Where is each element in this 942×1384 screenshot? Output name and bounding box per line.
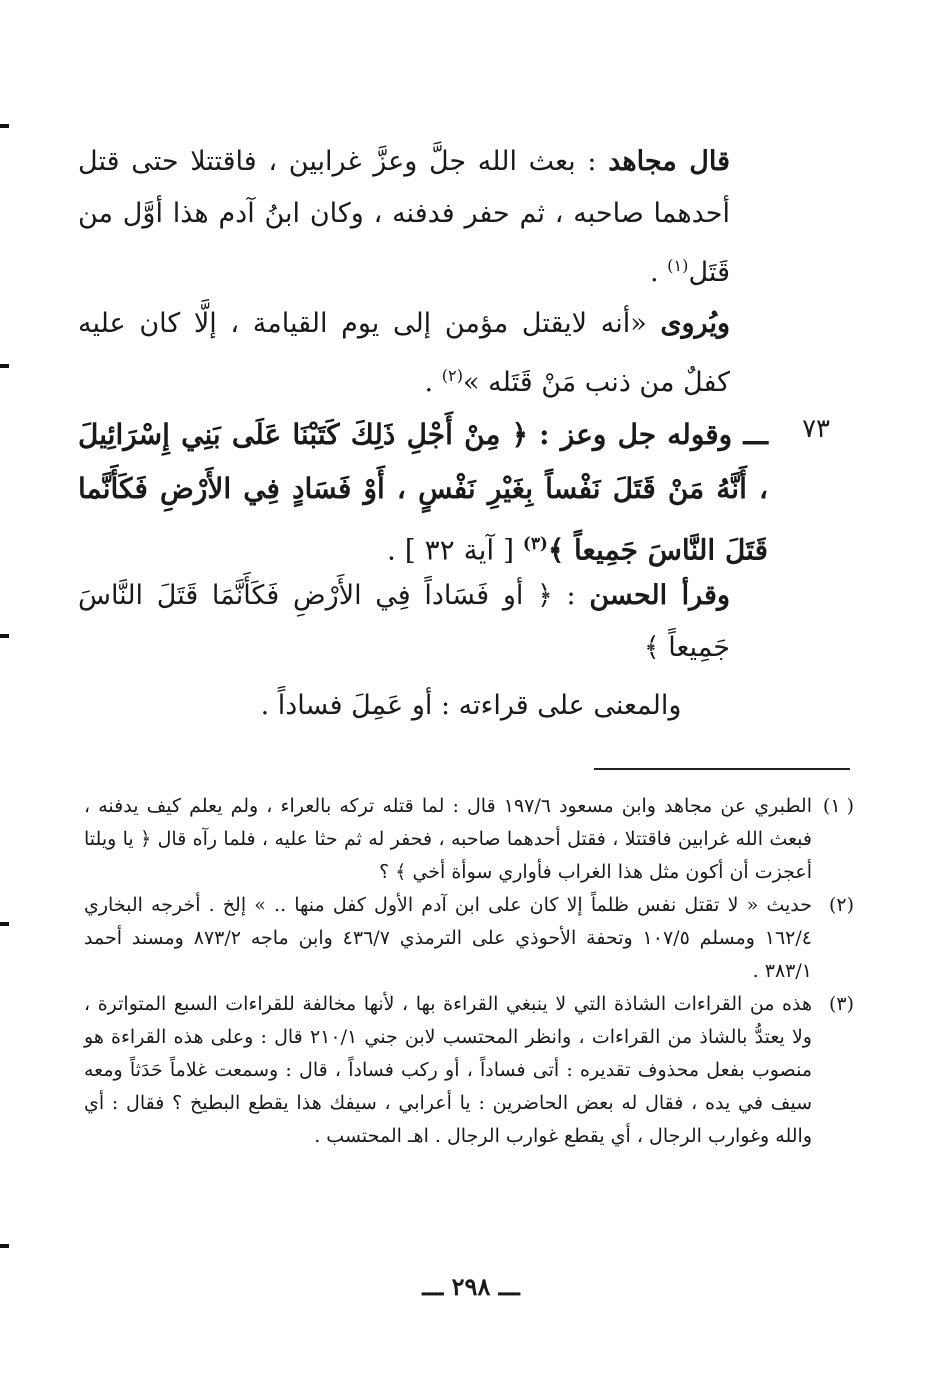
footnote-number: (٢) bbox=[828, 894, 854, 916]
speaker-lead: وقرأ الحسن bbox=[589, 580, 730, 611]
page-number: ـــ ٢٩٨ ـــ bbox=[422, 1272, 520, 1301]
paragraph-hasan bbox=[78, 570, 730, 674]
verse-text: ـــ وقوله جل وعز : ﴿ مِنْ أَجْلِ ذَلِكَ كَتَبْنَا عَلَى بَنِي إِسْرَائِيلَ ، أَنَّهُ مَنْ قَتَلَ نَفْساً بِغَيْرِ نَفْسٍ ، أَوْ فَسَادٍ فِي الأَرْضِ فَكَأَنَّما قَتَلَ النَّاسَ جَمِيعاً ﴾ bbox=[78, 418, 768, 567]
footnote-1 bbox=[84, 790, 854, 889]
paragraph-mujahid bbox=[78, 136, 730, 299]
punctuation: . bbox=[649, 257, 668, 288]
verse-paragraph bbox=[78, 408, 768, 577]
footnote-text: هذه من القراءات الشاذة التي لا ينبغي القراءة بها ، لأنها مخالفة للقراءات السبع المتواترة ، ولا يعتدُّ بالشاذ من القراءات ، وانظر المحتسب لابن جني ٢١٠/١ قال : وعلى هذه القراءة هو منصوب بفعل محذوف تقديره : أتى فساداً ، أو ركب فساداً ، قال : وسمعت غلاماً حَدَثاً ومعه سيف في يده ، فقال له بعض الحاضرين : يا أعرابي ، سيفك هذا يقطع البطيخ ؟ فقال : أي والله وغوارب الرجال ، أي يقطع غوارب الرجال . اهـ المحتسب . bbox=[84, 993, 812, 1147]
scan-mark bbox=[0, 634, 9, 638]
paragraph-text: : ﴿ أو فَسَاداً فِي الأَرْضِ فَكَأَنَّمَا قَتَلَ النَّاسَ جَمِيعاً ﴾ bbox=[78, 580, 730, 663]
scan-mark bbox=[0, 1244, 9, 1248]
paragraph-text: : بعث الله جلَّ وعزَّ غرابين ، فاقتتلا حتى قتل أحدهما صاحبه ، ثم حفر فدفنه ، وكان ابنُ آدم هذا أوَّل من قَتَل bbox=[78, 146, 730, 288]
footnote-divider bbox=[594, 768, 850, 770]
speaker-lead: ويُروى bbox=[660, 308, 730, 339]
footnote-number: ( ١) bbox=[822, 795, 854, 817]
scan-mark bbox=[0, 922, 9, 926]
footnote-ref: (١) bbox=[667, 256, 689, 275]
verse-citation: [ آية ٣٢ ] . bbox=[387, 533, 523, 567]
speaker-lead: قال مجاهد bbox=[608, 146, 730, 177]
paragraph-yurwa bbox=[78, 298, 730, 409]
scan-mark bbox=[0, 364, 9, 368]
paragraph-text: «أنه لايقتل مؤمن إلى يوم القيامة ، إلَّا كان عليه كفلٌ من ذنب مَنْ قَتَله » bbox=[78, 308, 730, 398]
paragraph-meaning: والمعنى على قراءته : أو عَمِلَ فساداً . bbox=[260, 690, 682, 721]
footnote-text: حديث « لا تقتل نفس ظلماً إلا كان على ابن آدم الأول كفل منها .. » إلخ . أخرجه البخاري ١٦٢/٤ ومسلم ١٠٧/٥ وتحفة الأحوذي على الترمذي ٤٣٦/٧ وابن ماجه ٨٧٣/٢ ومسند أحمد ٣٨٣/١ . bbox=[84, 894, 812, 982]
footnote-ref: (٢) bbox=[441, 366, 464, 385]
punctuation: . bbox=[424, 367, 442, 398]
footnote-text: الطبري عن مجاهد وابن مسعود ١٩٧/٦ قال : لما قتله تركه بالعراء ، ولم يعلم كيف يدفنه ، فبعث الله غرابين فاقتتلا ، فقتل أحدهما صاحبه ، فحفر له ثم حثا عليه ، فلما رآه قال ﴿ يا ويلتا أعجزت أن أكون مثل هذا الغراب فأواري سوأة أخي ﴾ ؟ bbox=[84, 795, 812, 883]
scan-mark bbox=[0, 124, 9, 128]
footnote-3 bbox=[84, 988, 854, 1153]
footnote-number: (٣) bbox=[828, 993, 854, 1015]
footnote-2 bbox=[84, 889, 854, 988]
footnote-ref: (٣) bbox=[522, 533, 548, 553]
footnotes bbox=[84, 790, 854, 1153]
verse-number: ٧٣ bbox=[802, 414, 830, 444]
